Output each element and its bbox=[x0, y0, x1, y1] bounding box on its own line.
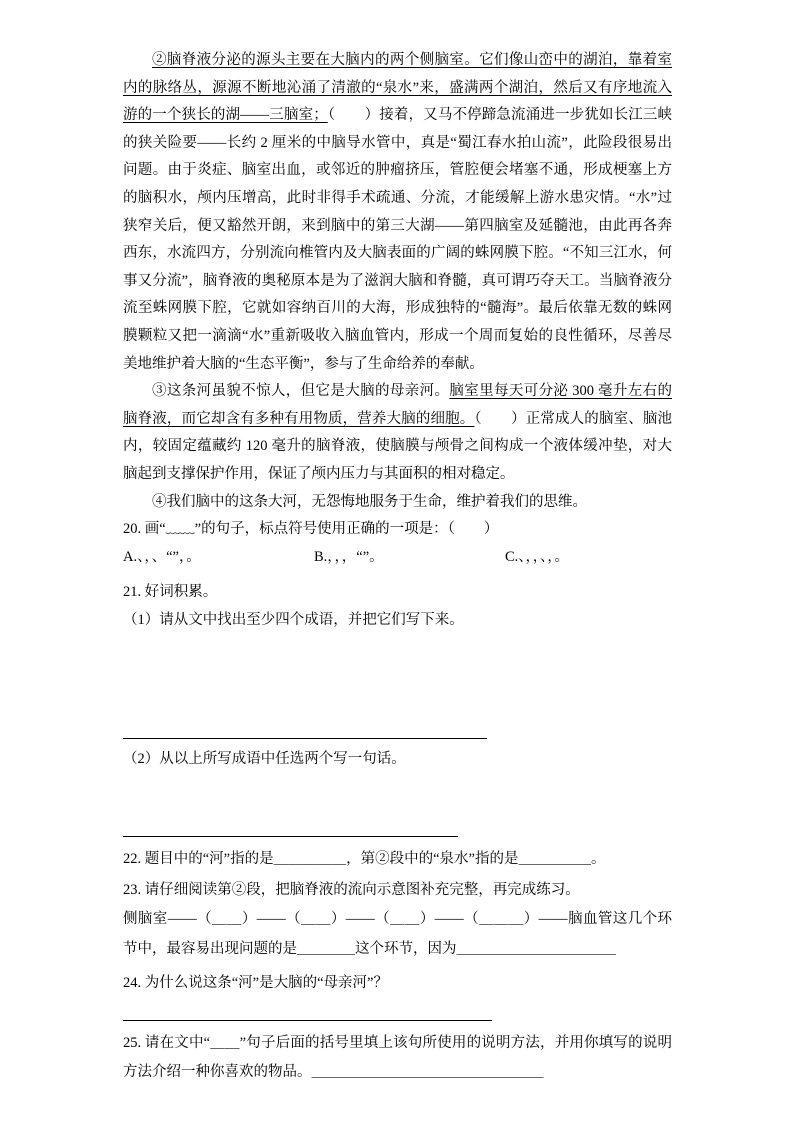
question-24-stem: 24. 为什么说这条“河”是大脑的“母亲河”？ bbox=[123, 975, 388, 992]
question-23-stem: 23. 请仔细阅读第②段，把脑脊液的流向示意图补充完整，再完成练习。 bbox=[123, 881, 580, 898]
question-21-stem: 21. 好词积累。 bbox=[123, 584, 218, 601]
question-24 bbox=[123, 970, 672, 1021]
question-21-sub1: （1）请从文中找出至少四个成语，并把它们写下来。 bbox=[123, 611, 464, 628]
question-20-stem: 20. 画“﹏﹏”的句子，标点符号使用正确的一项是：（ ） bbox=[123, 521, 499, 538]
method-bracket-1: （ ） bbox=[327, 107, 380, 124]
answer-line-1 bbox=[123, 738, 487, 739]
option-c: C.、，，、，。 bbox=[505, 548, 570, 565]
answer-line-3 bbox=[123, 1020, 492, 1021]
passage-paragraph-2 bbox=[123, 47, 672, 378]
option-b: B.，，，“”。 bbox=[314, 548, 384, 565]
question-23-flow-diagram: 侧脑室——（＿＿）——（＿＿）——（＿＿）——（＿＿＿）——脑血管这几个环节中，最容易出现问题的是＿＿＿＿这个环节，因为＿＿＿＿＿＿＿＿＿＿＿ bbox=[123, 911, 672, 957]
passage-paragraph-3 bbox=[123, 378, 672, 488]
question-20 bbox=[123, 516, 672, 571]
answer-line-2 bbox=[123, 836, 458, 837]
paragraph-3-lead: ③这条河虽貌不惊人，但它是大脑的母亲河。 bbox=[152, 383, 450, 400]
question-21-sub2: （2）从以上所写成语中任选两个写一句话。 bbox=[123, 751, 406, 768]
passage-paragraph-4: ④我们脑中的这条大河，无怨悔地服务于生命，维护着我们的思维。 bbox=[152, 493, 587, 510]
paragraph-2-text: 接着，又马不停蹄急流涌进一步犹如长江三峡的狭关险要——长约 2 厘米的中脑导水管中，真是“蜀江春水拍山流”，此险段很易出问题。由于炎症、脑室出血，或邻近的肿瘤挤压，管腔便会堵塞不通，形成梗塞上方的脑积水，颅内压增高，此时非得手术疏通、分流，才能缓解上游水患灾情。“水”过狭窄关后，便又豁然开朗，来到脑中的第三大湖——第四脑室及延髓池，由此再各奔西东，水流四方，分别流向椎管内及大脑表面的广阔的蛛网膜下腔。“不知三江水，何事又分流”，脑脊液的奥秘原本是为了滋润大脑和脊髓，真可谓巧夺天工。当脑脊液分流至蛛网膜下腔，它就如容纳百川的大海，形成独特的“髓海”。最后依靠无数的蛛网膜颗粒又把一滴滴“水”重新吸收入脑血管内，形成一个周而复始的良性循环，尽善尽美地维护着大脑的“生态平衡”，参与了生命给养的奉献。 bbox=[123, 107, 673, 372]
question-25: 25. 请在文中“＿＿”句子后面的括号里填上该句所使用的说明方法，并用你填写的说明方法介绍一种你喜欢的物品。＿＿＿＿＿＿＿＿＿＿＿＿＿＿＿＿ bbox=[123, 1034, 672, 1081]
method-bracket-2: （ ） bbox=[474, 410, 526, 427]
question-21 bbox=[123, 579, 672, 837]
underlined-sentence-2: 脑室里每天可分泌 300 毫升左右的脑脊液，而它却含有多种有用物质，营养大脑的细胞。 bbox=[123, 383, 673, 427]
option-a: A.、，、“”，。 bbox=[123, 548, 201, 565]
question-20-options bbox=[123, 544, 672, 572]
question-23 bbox=[123, 876, 672, 965]
paragraph-3-text: 正常成人的脑室、脑池内，较固定蕴藏约 120 毫升的脑脊液，使脑膜与颅骨之间构成一个液体缓冲垫，对大脑起到支撑保护作用，保证了颅内压力与其面积的相对稳定。 bbox=[123, 410, 673, 482]
question-22: 22. 题目中的“河”指的是＿＿＿＿＿，第②段中的“泉水”指的是＿＿＿＿＿。 bbox=[123, 851, 606, 868]
underlined-sentence-1: ②脑脊液分泌的源头主要在大脑内的两个侧脑室。它们像山峦中的湖泊，靠着室内的脉络丛，源源不断地沁涌了清澈的“泉水”来，盛满两个湖泊，然后又有序地流入游的一个狭长的湖——三脑室； bbox=[123, 52, 672, 124]
